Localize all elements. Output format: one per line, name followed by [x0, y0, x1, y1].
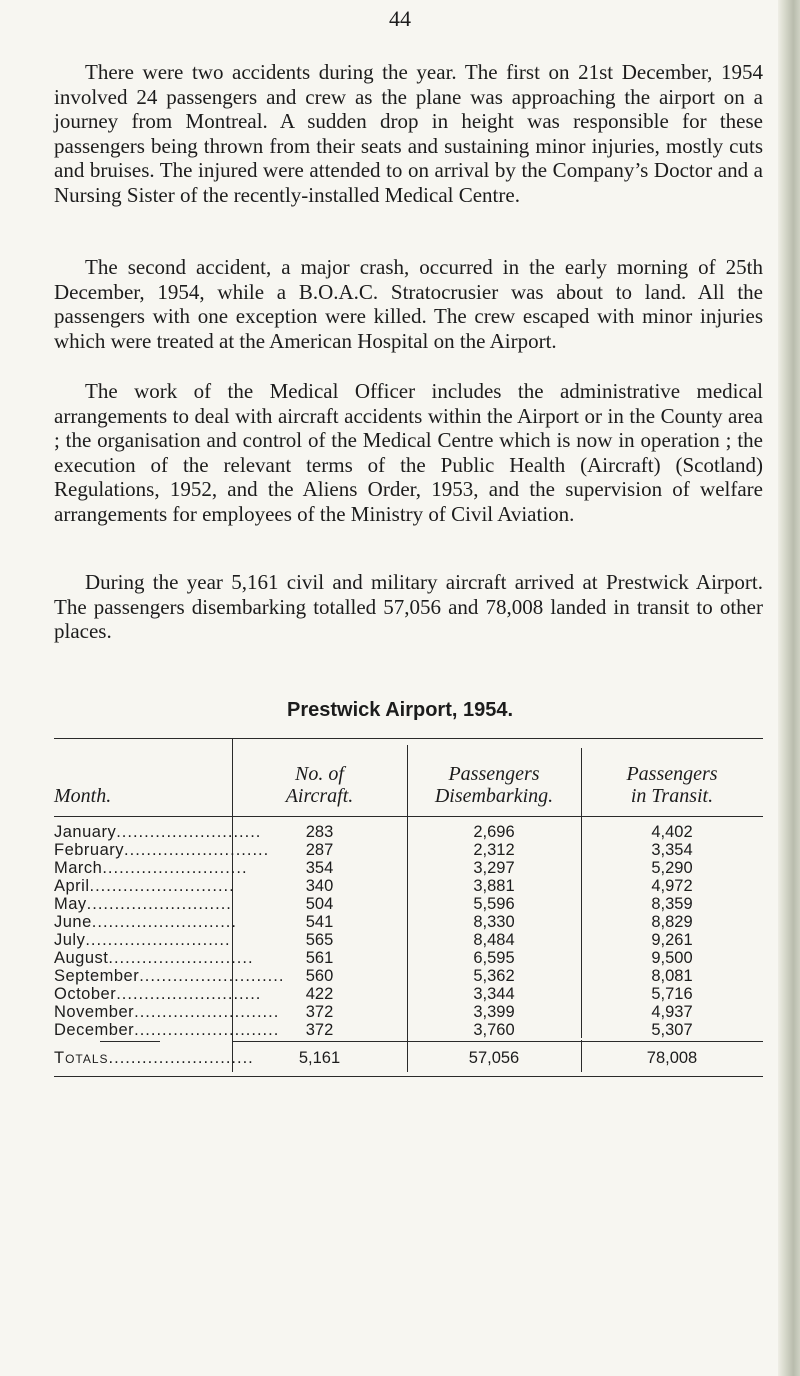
row-disembarking: 2,312: [473, 841, 515, 859]
row-transit: 8,359: [651, 895, 693, 913]
row-transit: 5,307: [651, 1021, 693, 1039]
row-transit: 4,402: [651, 823, 693, 841]
row-aircraft: 340: [305, 877, 334, 895]
row-transit: 4,937: [651, 1003, 693, 1021]
row-transit: 5,716: [651, 985, 693, 1003]
row-aircraft: 422: [305, 985, 334, 1003]
row-month: February..........................: [54, 841, 270, 859]
row-aircraft: 560: [305, 967, 334, 985]
paragraph-accidents: There were two accidents during the year. The first on 21st December, 1954 involved 24 passengers and crew as the plane was approaching the airport on a journey from Montreal. A sudden drop in height was responsible for these passengers being thrown from their seats and sustaining minor injuries, mostly cuts and bruises. The injured were attended to on arrival by the Company’s Doctor and a Nursing Sister of the recently-installed Medical Centre.: [54, 60, 763, 207]
row-disembarking: 3,344: [473, 985, 515, 1003]
totals-transit: 78,008: [646, 1049, 698, 1067]
row-aircraft: 372: [305, 1003, 334, 1021]
totals-aircraft: 5,161: [298, 1049, 341, 1067]
row-month: July..........................: [54, 931, 231, 949]
row-aircraft: 283: [305, 823, 334, 841]
table-top-rule: [54, 738, 763, 739]
row-month: December..........................: [54, 1021, 280, 1039]
row-aircraft: 354: [305, 859, 334, 877]
totals-label: Totals..........................: [54, 1049, 254, 1067]
row-disembarking: 5,596: [473, 895, 515, 913]
row-transit: 5,290: [651, 859, 693, 877]
row-transit: 9,261: [651, 931, 693, 949]
subtotal-rule: [581, 1041, 763, 1042]
row-transit: 8,829: [651, 913, 693, 931]
row-transit: 4,972: [651, 877, 693, 895]
totals-disembarking: 57,056: [468, 1049, 520, 1067]
header-transit-line1: Passengers: [626, 763, 718, 785]
subtotal-rule: [407, 1041, 581, 1042]
row-disembarking: 6,595: [473, 949, 515, 967]
row-disembarking: 3,297: [473, 859, 515, 877]
table-bottom-rule: [54, 1076, 763, 1077]
paragraph-major-crash: The second accident, a major crash, occurred in the early morning of 25th December, 1954, while a B.O.A.C. Stratocrusier was about to land. All the passengers with one exception were killed. The crew escaped with minor injuries which were treated at the American Hospital on the Airport.: [54, 255, 763, 353]
page-number: 44: [389, 6, 411, 31]
row-disembarking: 3,399: [473, 1003, 515, 1021]
header-disembarking-line1: Passengers: [448, 763, 540, 785]
row-month: January..........................: [54, 823, 262, 841]
header-aircraft-line2: Aircraft.: [285, 785, 354, 807]
table-title: Prestwick Airport, 1954.: [286, 699, 514, 721]
row-aircraft: 561: [305, 949, 334, 967]
row-disembarking: 3,760: [473, 1021, 515, 1039]
row-aircraft: 565: [305, 931, 334, 949]
row-month: October..........................: [54, 985, 262, 1003]
row-disembarking: 2,696: [473, 823, 515, 841]
row-aircraft: 287: [305, 841, 334, 859]
row-month: November..........................: [54, 1003, 280, 1021]
row-aircraft: 372: [305, 1021, 334, 1039]
row-month: April..........................: [54, 877, 235, 895]
row-disembarking: 8,484: [473, 931, 515, 949]
row-disembarking: 8,330: [473, 913, 515, 931]
paragraph-traffic-summary: During the year 5,161 civil and military aircraft arrived at Prestwick Airport. The passengers disembarking totalled 57,056 and 78,008 landed in transit to other places.: [54, 570, 763, 644]
header-disembarking-line2: Disembarking.: [434, 785, 554, 807]
header-aircraft-line1: No. of: [295, 763, 344, 785]
row-disembarking: 3,881: [473, 877, 515, 895]
row-transit: 3,354: [651, 841, 693, 859]
row-month: September..........................: [54, 967, 285, 985]
subtotal-rule: [232, 1041, 407, 1042]
paragraph-medical-officer: The work of the Medical Officer includes the administrative medical arrangements to deal with aircraft accidents within the Airport or in the County area ; the organisation and control of the Medical Centre which is now in operation ; the execution of the relevant terms of the Public Health (Aircraft) (Scotland) Regulations, 1952, and the Aliens Order, 1953, and the supervision of welfare arrangements for employees of the Ministry of Civil Aviation.: [54, 379, 763, 526]
row-month: May..........................: [54, 895, 232, 913]
row-disembarking: 5,362: [473, 967, 515, 985]
row-month: June..........................: [54, 913, 237, 931]
row-aircraft: 504: [305, 895, 334, 913]
header-month: Month.: [54, 785, 112, 807]
row-month: August..........................: [54, 949, 254, 967]
row-aircraft: 541: [305, 913, 334, 931]
subtotal-rule: [100, 1041, 160, 1042]
header-transit-line2: in Transit.: [630, 785, 714, 807]
row-month: March..........................: [54, 859, 248, 877]
row-transit: 9,500: [651, 949, 693, 967]
row-transit: 8,081: [651, 967, 693, 985]
header-rule: [54, 816, 763, 817]
page-edge-shadow: [778, 0, 800, 1376]
